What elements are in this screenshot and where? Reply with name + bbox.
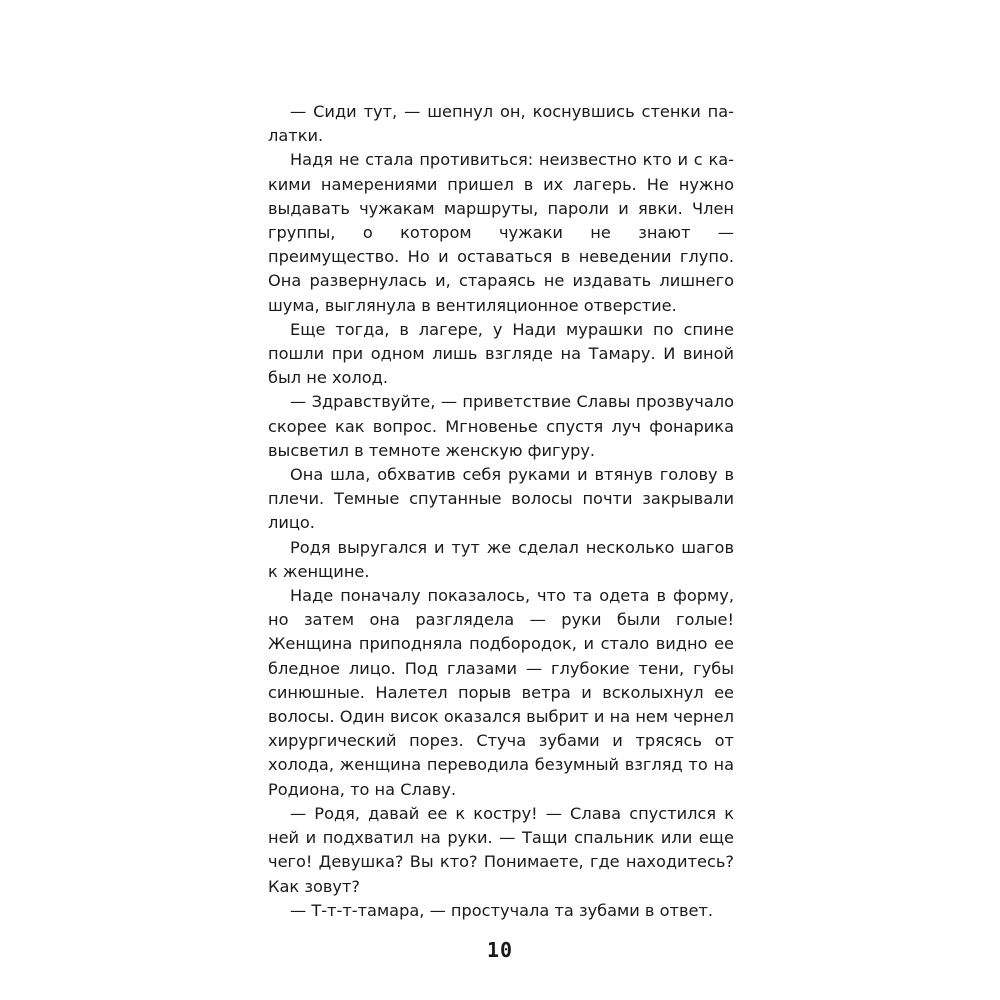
paragraph: Еще тогда, в лагере, у Нади мурашки по спине пошли при одном лишь взгляде на Тамару. И виной был не холод. <box>268 319 734 388</box>
body-text <box>268 100 734 923</box>
paragraph: — Здравствуйте, — приветствие Славы прозвучало скорее как вопрос. Мгновенье спустя луч фонарика высветил в темноте женскую фигуру. <box>268 392 734 460</box>
paragraph: — Т-т-т-тамара, — простучала та зубами в ответ. <box>290 900 714 920</box>
paragraph: Она шла, обхватив себя руками и втянув голову в плечи. Темные спутанные волосы почти закрывали лицо. <box>268 465 734 533</box>
paragraph: Надя не стала противиться: неизвестно кто и с какими намерениями пришел в их лагерь. Не нужно выдавать чужакам маршруты, пароли и явки. Член группы, о котором чужаки не знают — преимущество. Но и оставаться в неведении глупо. Она развернулась и, стараясь не издавать лишнего шума, выглянула в вентиляционное отверстие. <box>268 150 734 315</box>
paragraph: — Родя, давай ее к костру! — Слава спустился к ней и подхватил на руки. — Тащи спальник или еще чего! Девушка? Вы кто? Понимаете, где находитесь? Как зовут? <box>268 803 734 896</box>
page-number: 10 <box>486 938 514 962</box>
paragraph: Наде поначалу показалось, что та одета в форму, но затем она разглядела — руки были голые! Женщина приподняла подбородок, и стало видно ее бледное лицо. Под глазами — глубокие тени, губы синюшные. Налетел порыв ветра и всколыхнул ее волосы. Один висок оказался выбрит и на нем чернел хирургический порез. Стуча зубами и трясясь от холода, женщина переводила безумный взгляд то на Родиона, то на Славу. <box>268 586 734 799</box>
paragraph: Родя выругался и тут же сделал несколько шагов к женщине. <box>268 537 734 581</box>
paragraph: — Сиди тут, — шепнул он, коснувшись стенки палатки. <box>268 102 734 146</box>
